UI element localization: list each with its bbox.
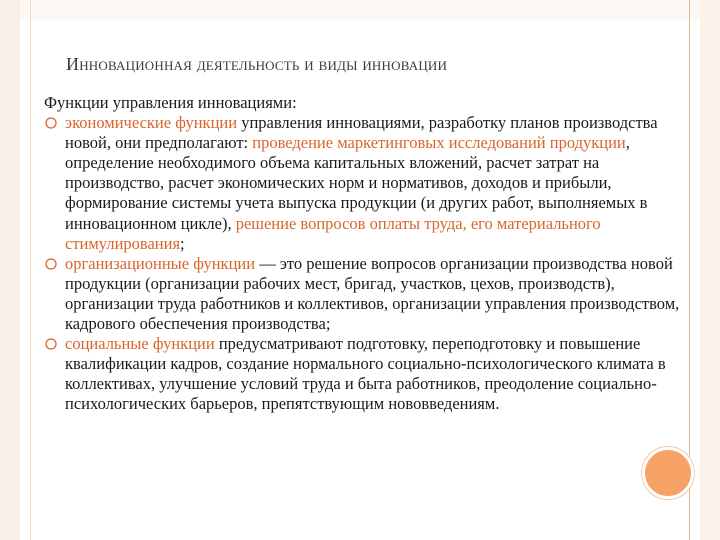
slide-content <box>44 93 684 415</box>
list-item-organizational <box>44 254 684 334</box>
top-decor-band <box>20 0 700 20</box>
item-text: предусматривают подготовку, переподготовку и повышение квалификации кадров, создание нормального социально-психологического климата в коллективах, улучшение условий труда и быта работников, преодоление социально-психологических барьеров, препятствующим нововведениям. <box>65 334 666 414</box>
left-decor-band <box>0 0 20 540</box>
term-social-functions: социальные функции <box>65 334 215 354</box>
list-item-economic <box>44 113 684 254</box>
circle-bullet-icon <box>44 116 58 130</box>
item-text: — это решение вопросов организации производства новой продукции (организации рабочих мест, бригад, участков, цехов, производств), организации труда работников и коллективов, организации управления производством, кадрового обеспечения производства; <box>65 253 680 334</box>
circle-bullet-icon <box>44 257 58 271</box>
item-text: , определение необходимого объема капитальных вложений, расчет затрат на производство, расчет экономических норм и нормативов, доходов и прибыли, формирование системы учета выпуска продукции (и других работ, выполняемых в инновационном цикле), <box>65 133 648 233</box>
bullet-list <box>44 113 684 414</box>
orange-circle-decoration <box>642 447 694 499</box>
right-decor-band <box>700 0 720 540</box>
item-text: управления инновациями, разработку планов производства новой, они предполагают: <box>65 113 658 153</box>
term-economic-functions: экономические функции <box>65 113 238 133</box>
term-labor-payment: решение вопросов оплаты труда, его материального стимулирования <box>65 213 601 253</box>
left-decor-line <box>30 0 31 540</box>
circle-bullet-icon <box>44 337 58 351</box>
list-item-social <box>44 334 684 414</box>
term-organizational-functions: организационные функции <box>65 253 256 273</box>
slide-title: Инновационная деятельность и виды инновации <box>66 54 448 74</box>
intro-text: Функции управления инновациями: <box>44 93 297 112</box>
item-text: ; <box>180 233 185 253</box>
term-marketing-research: проведение маркетинговых исследований продукции <box>252 133 626 153</box>
